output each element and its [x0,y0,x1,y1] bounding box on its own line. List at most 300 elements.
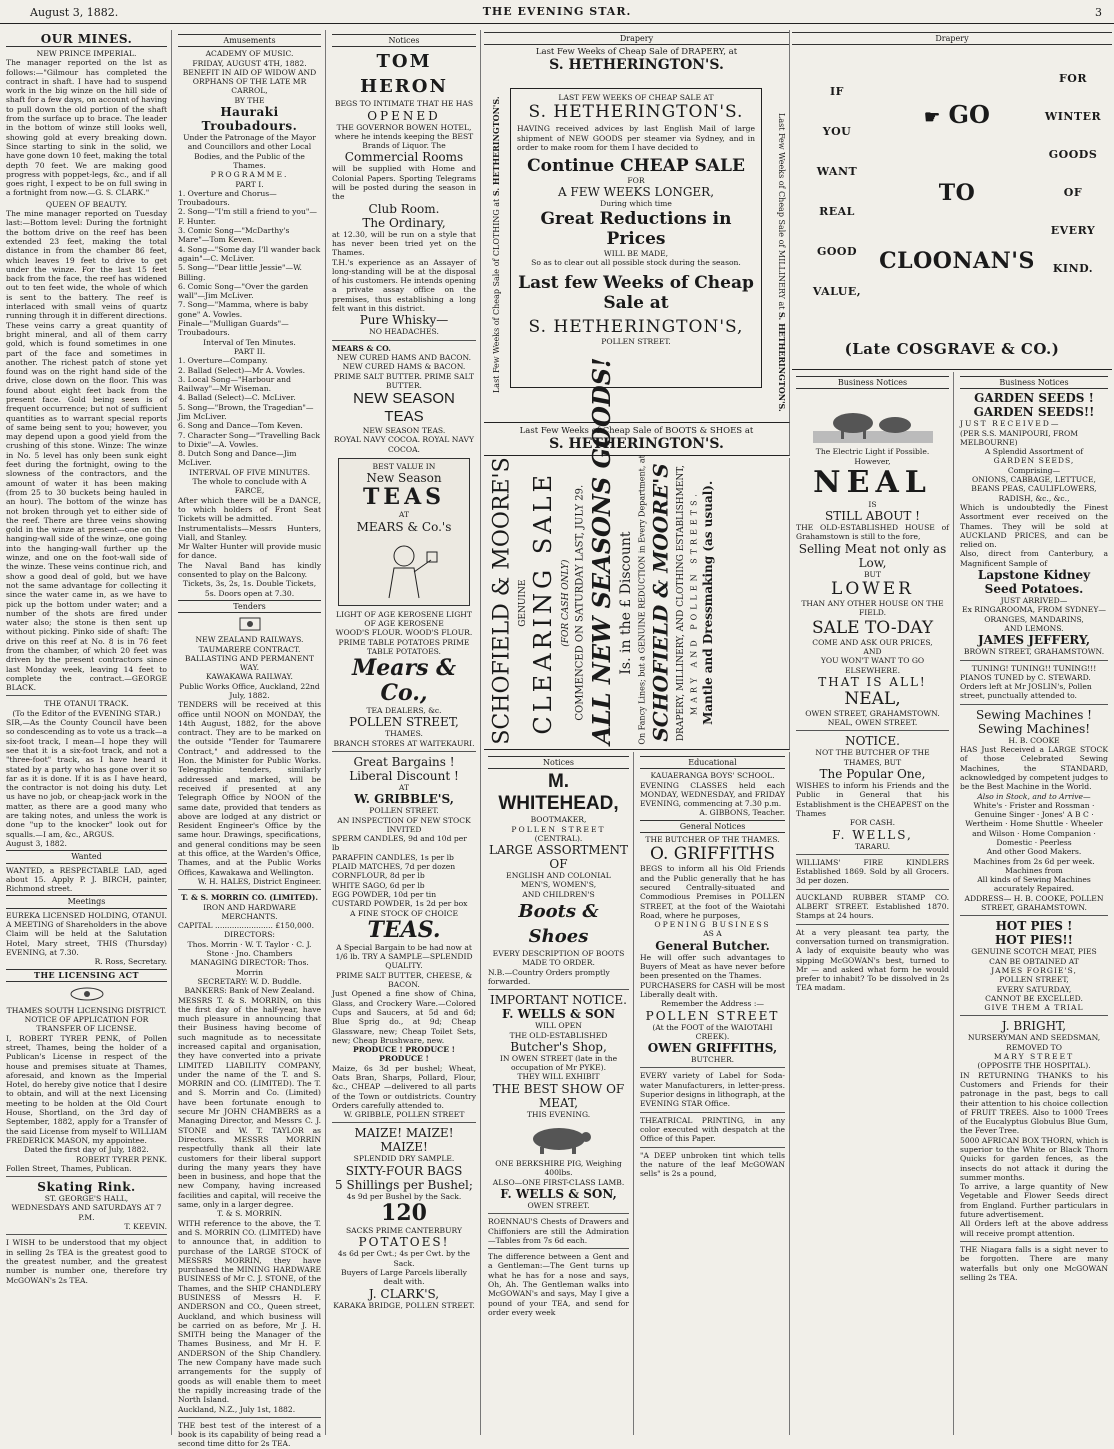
programme-item: 2. Ballad (Select)—Mr A. Vowles. [178,365,306,375]
tea-party-quip: At a very pleasant tea party, the conversation turned on transmigration. A lady of exquisite beauty who was sipping McGOWAN's best, turned to Mr — and asked what form he would prefer to inhabit? To be dissolved in 2s TEA madam. [796,927,949,993]
schofield-line [673,458,688,748]
cloonan-left-words [802,72,872,312]
drapery-name: S. HETHERINGTON'S. [549,57,724,73]
banner-line-3: TEAS [362,484,446,511]
column-amusements [174,30,326,1449]
programme-item: 8. Dutch Song and Dance—Jim McLiver. [178,449,297,468]
per-cwt: 4s 6d per Cwt.; 4s per Cwt. by the Sack. [337,1249,471,1268]
licensing-district: THAMES SOUTH LICENSING DISTRICT. [6,1005,167,1015]
notice-title: NOTICE. [845,734,900,749]
per-ship: (PER S.S. MANIPOURI, FROM MELBOURNE) [960,428,1079,447]
schofield-line [572,458,588,748]
programme-item: 5. Song—"Dear little Jessie"—W. Billing. [178,263,302,282]
section-tenders: Tenders [178,600,321,613]
otanui-sub: (To the Editor of the EVENING STAR.) [12,708,161,718]
schofield-line [700,458,718,748]
other-makers: And other Good Makers. [986,847,1082,857]
inner-12: S. HETHERINGTON'S, [528,317,744,338]
maize: MAIZE! MAIZE! MAIZE! [354,1126,454,1155]
mines-heading: OUR MINES. [6,32,167,47]
old-established: THE OLD-ESTABLISHED [509,1030,608,1040]
prince-imperial-report: The manager reported on the lst as follows:—"Gilmour has completed the contract in shaft. I have had to suspend work in the big winze on the hill side of shaft for a few days, on account of having to pull down the old portion of the shaft from the surface up to brace. The leader in the bottom of winze still looks well, showing gold at every breaking down. Since starting to sink in the solid, we have gone down 10 feet, making the total depth 70 feet. We are making good progress with poppet-legs, &c., and if all goes right, I expect to be on full swing in a fortnight from now.—G. S. CLARK." [6,58,167,198]
wells-owen-street: OWEN STREET. [527,1200,590,1210]
tender-notice: TENDERS will be received at this office until NOON on MONDAY, the 14th August, 1882, for the above contract. They are to be marked on the outside "Tender for Taumarere Contract," and addressed to the Hon. the Minister for Public Works. Telegraphic tenders, similarly addressed and marked, will be received if presented at any Telegraph Office by NOON of the same date, provided that tenders as above are lodged at any district or Resident Engineer's Office by the same hour. Drawings, specifications, and general conditions may be seen at this office, at the Warden's Office, Thames, and at the Public Works Offices, Kawakawa and Wellington. [178,700,321,877]
licensing-notice: I, ROBERT TYRER PENK, of Pollen street, Thames, being the holder of a Publican's License in respect of the house and premises situate at Thames, aforesaid, and known as the Imperial Hotel, do hereby give notice that I desire to obtain, and will at the next Licensing meeting to be holden at the Old Court House, Shortland, on the 3rd day of September, 1882, apply for a Transfer of the said License from myself to WILLIAM FREDERICK MASON, my appointee. [6,1033,167,1145]
returning-thanks: IN RETURNING THANKS to his Customers and Friends for their patronage in the past, begs to call their attention to his choice collection of FRUIT TREES. Also to 1000 Trees of the Eucalyptus Globulus Blue Gum, the Fever Tree. [960,1070,1108,1136]
also-in-stock: Also in Stock, and to Arrive— [977,791,1091,801]
schofield-line [648,458,674,748]
give-trial: GIVE THEM A TRIAL [984,1003,1084,1013]
finest: Which is undoubtedly the Finest Assortment ever received on the Thames. They will be sold at AUCKLAND PRICES, and can be relied on. [960,502,1108,550]
boots-line: Last Few Weeks of Cheap Sale of BOOTS & SHOES at [519,426,754,436]
boots-name: S. HETHERINGTON'S. [549,436,724,452]
skating-hall: ST. GEORGE'S HALL, [44,1194,129,1204]
produce-body: Maize, 6s 3d per bushel; Wheat, Oats Bran, Sharps, Pollard, Flour, &c., CHEAP —delivered to all parts of the Town or outdistricts. Country Orders carefully attended to. [332,1063,476,1110]
will-exhibit: THEY WILL EXHIBIT [517,1072,600,1082]
tararu: TARARU. [854,841,891,851]
schofield-line-text: On Fancy Lines; but a GENUINE REDUCTION in Every Department, at [637,455,647,745]
lamb: ALSO—ONE FIRST-CLASS LAMB. [492,1177,625,1187]
hetherington-inner-ad [510,88,762,388]
crockery-note: Just Opened a fine show of China, Glass, and Crockery Ware.—Colored Cups and Saucers, at 5d and 6d; Blue Sprig do., at 9d; Cheap Glassware, new; Cheap Toilet Sets, new; Cheap Brushware, new. [332,989,476,1045]
prince-imperial-title: NEW PRINCE IMPERIAL. [36,49,137,58]
per-sack: 4s 9d per Bushel by the Sack. [346,1191,462,1201]
teacher-sign: A. GIBBONS, Teacher. [699,808,785,818]
bright: J. BRIGHT, [1001,1019,1067,1034]
programme-part-two [178,356,321,468]
tea-quip-3: "A DEEP unbroken tint which tells the nature of the leaf McGOWAN sells" is 2s a pound, [640,1150,785,1179]
schofield-line [687,458,701,748]
new-season-teas-2: NEW SEASON TEAS. [362,426,446,436]
neal-big: NEAL [813,464,932,500]
label-ad: EVERY variety of Label for Soda-water Manufacturers, in letter-press. Superior designs in lithograph, at the EVENING STAR Office. [640,1071,785,1109]
potatoes: PRIME TABLE POTATOES PRIME TABLE POTATOES. [338,637,470,656]
section-business-b: Business Notices [960,376,1108,389]
schofield-line [529,458,559,748]
griffiths-advantages: He will offer such advantages to Buyers of Meat as have never before been presented on the Thames. [640,952,785,981]
masthead [0,0,1114,24]
word-winter: WINTER [1044,110,1102,123]
word-go: GO [948,100,990,129]
mary-street: MARY STREET [993,1052,1075,1062]
lemons: AND LEMONS. [1004,623,1064,633]
otanui-date: August 3, 1882. [6,838,67,848]
tuning: TUNING! TUNING!! TUNING!!! [971,663,1097,673]
cooke-address: ADDRESS— H. B. COOKE, POLLEN STREET, GRAHAMSTOWN. [964,893,1104,913]
still-about: STILL ABOUT ! [824,509,920,524]
begs: BEGS TO INTIMATE THAT HE HAS [334,99,474,109]
section-drapery: Drapery [484,32,789,45]
licensing-dated: Dated the first day of July, 1882. [24,1145,149,1155]
kawakawa-railway: KAWAKAWA RAILWAY. [206,672,293,682]
butcher-of-thames: THE BUTCHER OF THE THAMES. [645,835,780,845]
for-cash: FOR CASH. [849,818,896,828]
column-mines [2,30,172,1435]
than-any: THAN ANY OTHER HOUSE ON THE FIELD. [801,599,944,618]
eureka-sign: R. Ross, Secretary. [94,957,167,967]
part-two: PART II. [233,346,266,356]
f-wells: F. WELLS, [832,827,913,842]
interval-one: Interval of Ten Minutes. [203,337,296,347]
new-season-teas: NEW SEASON TEAS [353,390,455,426]
makers: White's · Frister and Rossman · Genuine Singer · Jones' A B C · Wertheim · Home Shuttle · Wheeler and Wilson · Home Companion · Domestic · Peerless [965,800,1103,847]
selling-meat: Selling Meat not only as Low, [798,541,947,570]
schofield-line-text: SCHOFIELD & MOORE'S [489,457,515,745]
gribble: W. GRIBBLE'S, [354,792,454,807]
and: AND [863,646,882,656]
director-names: Thos. Morrin · W. T. Taylor · C. J. Stone · Jno. Chambers [187,939,312,959]
stock-item: SPERM CANDLES, 9d and 10d per lb [332,834,467,853]
programme-item: Finale—"Mulligan Guards"—Troubadours. [178,319,289,338]
stock-item: EGG POWDER, 10d per tin [332,889,437,899]
shillings: 5 Shillings per Bushel; [335,1177,473,1192]
tea-banner [338,458,470,606]
hams-2: NEW CURED HAMS & BACON. [342,362,466,372]
by-the: BY THE [234,95,265,105]
hot-pies-2: HOT PIES!! [995,933,1073,948]
managing-director: MANAGING DIRECTOR: Thos. Morrin [190,958,309,977]
schofield-line-text: SCHOFIELD & MOORE'S [648,463,673,742]
troupe-name: Hauraki Troubadours. [201,105,298,134]
section-licensing: THE LICENSING ACT [6,969,167,982]
bootmaker: BOOTMAKER, [530,815,587,825]
theatrical-printing: THEATRICAL PRINTING, in any color executed with despatch at the Office of this Paper. [640,1115,785,1144]
schofield-line-text: Is. in the £ Discount [617,531,634,675]
fire-kindlers: WILLIAMS' FIRE KINDLERS Established 1869. Sold by all Grocers. 3d per dozen. [796,857,949,886]
band-note: The Naval Band has kindly consented to play on the Balcony. [178,560,321,580]
forgie-street: POLLEN STREET, [999,975,1069,985]
pig-icon [524,1123,594,1155]
hire: Machines from 2s 6d per week. Machines from [973,856,1095,875]
made-to-order: EVERY DESCRIPTION OF BOOTS MADE TO ORDER. [492,949,625,968]
berkshire-pig: ONE BERKSHIRE PIG, Weighing 400lbs. [495,1159,622,1178]
millinery-vertical-line: Last Few Weeks of Cheap Sale of MILLINERY at [777,113,786,310]
directors-label: DIRECTORS: [224,930,275,940]
banner-line-4: AT [398,510,410,520]
roennau-ad: ROENNAU'S Chests of Drawers and Chiffoniers are still the Admiration—Tables from 7s 6d each. [488,1217,629,1245]
nz-railways: NEW ZEALAND RAILWAYS. [195,635,304,645]
programme-item: 1. Overture—Company. [178,356,268,366]
column-business-b [956,372,1112,1435]
central: (CENTRAL). [534,833,583,843]
nurseryman: NURSERYMAN AND SEEDSMAN, [967,1033,1101,1043]
schofield-line-text: (FOR CASH ONLY) [560,559,571,647]
queen-beauty-report: The mine manager reported on Tuesday last:—Bottom level: During the fortnight the bottom drive on the reef has been extended 23 feet, making the total distance in from the chamber 86 feet, which leaves 19 feet to drive to get under the winze. For the last 15 feet back from the face, the reef has widened out to ten feet wide, the whole of which is sent to the battery. The reef is interlaced with small veins of quartz running through it in different directions. These veins carry a great quantity of bright mineral, and all of them carry gold, which is found sometimes in one part of the face and sometimes in another. The richest patch of stone yet found was on the right hand side of the drive, close down on the floor. This was found about eight feet back from the present face. Gold being seen is of frequent occurrence; but not of sufficient quantities as to warrant special reports of same being sent to you; however, you may depend upon a good yield from the crushing of this stone. Winze: The winze in No. 5 level has only been sunk eight feet during the fortnight, owing to the slowness of the contractors, and the amount of water it has been making (from 25 to 30 buckets being hauled in an hour). The bottom of the winze has not broken through yet to either side of the reef. There are three veins showing gold in the winze at present—one on the hanging-wall side of the winze, one going into the hanging-wall further up the winze, and one on the foot-wall side of the winze. These veins continue rich, and show a good deal of gold, but we have not the same advantage for collecting it since the water came in, as we have to pick up the bottom under water; and a number of the shots are fired under water also; the stone is then sent up without picking. Pinko side of shaft: The drive on this reef at No. 8 is in 76 feet from the chamber, of which 20 feet was driven by the present contractors since last Monday week, leaving 14 feet to complete the contract.—GEORGE BLACK. [6,209,167,693]
butter: PRIME SALT BUTTER. PRIME SALT BUTTER. [333,371,475,390]
banner-line-5: MEARS & Co.'s [356,519,452,534]
at-1: AT [398,782,410,792]
inner-7: During which time [600,199,672,209]
that-is-all: THAT IS ALL! [818,674,927,689]
general-butcher: General Butcher. [655,938,770,953]
section-drapery-2: Drapery [792,32,1112,45]
lower: LOWER [831,579,914,600]
morrin-announcement: MESSRS T. & S. MORRIN, on this the first day of the half-year, have much pleasure in announcing that their Business having become of such magnitude as to necessitate increased capital and organisation, they have converted into a private LIMITED LIABILITY COMPANY, under the name of the T. and S. MORRIN and CO. (LIMITED). The T. and S. Morrin and Co. (Limited) have been fortunate enough to secure Mr JOHN CHAMBERS as a Managing Director, and Messrs C. J. STONE and W. T. TAYLOR as Directors. MESSRS MORRIN respectfully thank all their late customers for their liberal support during the many years they have been in business, and hope that the new Company, having increased facilities and capital, will receive the same, only in a larger degree. [178,995,321,1210]
cloonan-right-words [1038,60,1108,288]
skating-title: Skating Rink. [37,1180,136,1195]
programme-item: 1. Overture and Chorus—Troubadours. [178,188,277,208]
column-notices [328,30,481,1435]
num-120: 120 [381,1200,427,1227]
griffiths-purchasers: PURCHASERS for CASH will be most Liberally dealt with. [640,980,785,999]
but: BUT [863,569,882,579]
large-assortment: LARGE ASSORTMENT OF [489,843,628,872]
potatoes-2: POTATOES! [358,1235,450,1250]
cooke: H. B. COOKE [1008,735,1060,745]
issue-date: August 3, 1882. [30,6,119,19]
neal-owen-street: OWEN STREET, GRAHAMSTOWN. [805,708,940,718]
instrumentalists: Instrumentalists—Messrs Hunters, Viall, and Stanley. [178,523,321,542]
tea-quip: I WISH to be understood that my object in selling 2s TEA is the greatest good to the greatest number, and the greatest number is number one, therefore try McGOWAN's 2s TEA. [6,1238,167,1285]
taumarere-contract: TAUMARERE CONTRACT. [198,644,301,654]
column-educational [636,752,790,1435]
garden-seeds-2: GARDEN SEEDS!! [973,405,1095,420]
just-received: JUST RECEIVED— [960,419,1061,429]
inner-10: So as to clear out all possible stock during the season. [531,258,741,268]
hot-pies: HOT PIES ! [995,919,1073,934]
whitehead-street: POLLEN STREET [511,824,606,834]
tea-drinker-illustration [359,538,449,598]
sewing-2: Sewing Machines! [977,721,1091,736]
schofield-line-text: DRAPERY, MILLINERY, AND CLOTHING ESTABLISHMENT, [675,464,686,741]
morrin-title: T. & S. MORRIN CO. (LIMITED). [181,893,318,903]
ticket-prices: Tickets, 3s, 2s, 1s. Double Tickets, 5s. Doors open at 7.30. [182,579,317,598]
whitehead: M. WHITEHEAD, [498,771,619,815]
morrin-company-date: Auckland, N.Z., July 1st, 1882. [178,1404,296,1414]
pointing-hand-icon: ☛ [924,107,941,128]
opened: OPENED [367,108,441,123]
section-business-a: Business Notices [796,376,949,389]
cannot-be-excelled: CANNOT BE EXCELLED. [985,993,1083,1003]
as-a: AS A [703,929,722,939]
stock-list [332,834,476,908]
concert-date: FRIDAY, AUGUST 4TH, 1882. [192,58,307,68]
tom-heron: TOM HERON [360,51,448,98]
word-kind: KIND. [1052,262,1094,275]
oranges: ORANGES, MANDARINS, [984,614,1084,624]
clothing-vertical-name: S. HETHERINGTON'S. [491,96,501,197]
section-wanted: Wanted [6,850,167,863]
stock-item: CORNFLOUR, 8d per lb [332,871,425,881]
schofield-line [587,357,617,748]
no-headaches: NO HEADACHES. [369,327,439,337]
column-notices-b [484,752,634,1435]
word-to: TO [938,180,976,206]
programme-item: 6. Comic Song—"Over the garden wall"—Jim McLiver. [178,281,309,301]
tender-sign: W. H. HALES, District Engineer. [197,876,321,886]
drapery-block [484,30,790,422]
boots-strip [484,422,790,456]
word-for: FOR [1058,72,1088,85]
tea-dealers: TEA DEALERS, &c. [366,706,442,716]
boots-shoes: Boots & Shoes [518,901,599,948]
bargain-note: A Special Bargain to be had now at 1/6 lb. TRY A SAMPLE—SPLENDID QUALITY. [335,942,473,971]
electric-light: The Electric Light if Possible. [815,447,930,457]
canterbury-also: Also, direct from Canterbury, a Magnificent Sample of [960,549,1108,568]
griffiths-street: POLLEN STREET [645,1008,780,1023]
word-good: GOOD [816,245,858,258]
inner-2: S. HETHERINGTON'S. [528,102,744,123]
box-thorn: 5000 AFRICAN BOX THORN, which is superior to the White or Black Thorn Quicks for garden fences, as the insects do not attack it during the summer months. [960,1135,1108,1182]
pianist-note: Mr Walter Hunter will provide music for dance. [178,542,321,561]
wont-want: YOU WON'T WANT TO GO ELSEWHERE. [820,656,925,675]
programme-item: 7. Song—"Mamma, where is baby gone" A. Vowles. [178,300,309,319]
gribble-2: W. GRIBBLE, POLLEN STREET [343,1110,465,1120]
mears-pollen: POLLEN STREET, [349,715,459,730]
rubber-stamp: AUCKLAND RUBBER STAMP CO. ALBERT STREET. Established 1870. Stamps at 24 hours. [796,892,949,921]
mears-thames: THAMES. [385,729,423,739]
ballasting: BALLASTING AND PERMANENT WAY. [184,653,315,673]
section-notices-b: Notices [488,756,629,769]
late-cosgrave: (Late COSGRAVE & CO.) [844,340,1060,358]
schofield-line [558,458,573,748]
eureka-notice: A MEETING of Shareholders in the above Claim will be held at the Salutation Hotel, Mary street, THIS (Thursday) EVENING, at 7.30. [6,920,168,957]
schofield-line [515,458,530,748]
branch-stores: BRANCH STORES AT WAITEKAURI. [333,738,475,748]
schofield-line-text: GENUINE [517,579,528,627]
programme-item: 4. Song—"Some day I'll wander back again"—C. McLiver. [178,244,321,263]
programme-item: 5. Song—"Brown, the Tragedian"—Jim McLiver. [178,402,314,421]
sale-today: SALE TO-DAY [811,617,934,638]
sewing: Sewing Machines ! [975,707,1092,722]
every-saturday: EVERY SATURDAY, [996,984,1072,994]
schofield-line-text: MARY AND POLLEN STREETS. [689,490,699,716]
forgie: JAMES FORGIE'S, [991,965,1077,975]
country-orders: N.B.—Country Orders promptly forwarded. [488,967,610,986]
inner-8: Great Reductions in Prices [540,208,732,249]
programme-title: PROGRAMME. [210,170,289,180]
club-room: Club Room. [368,201,440,216]
ordinary: The Ordinary, [362,215,446,230]
hams: NEW CURED HAMS AND BACON. [336,352,472,362]
morrin-sign: T. & S. MORRIN. [217,1209,282,1219]
inner-1: LAST FEW WEEKS OF CHEAP SALE AT [558,93,714,102]
orders-left: All Orders left at the above address will receive prompt attention. [960,1219,1108,1238]
come-ask: COME AND ASK OUR PRICES, [812,637,933,647]
inner-3: HAVING received advices by last English Mail of large shipment of NEW GOODS per steamer via Sydney, and in order to make room for them I have decided to [517,124,755,152]
inner-4: Continue CHEAP SALE [527,156,745,177]
page-number: 3 [1095,6,1102,19]
evening-classes: EVENING CLASSES held each MONDAY, WEDNESDAY, and FRIDAY EVENING, commencing at 7.30 p.m. [640,780,785,809]
word-if: IF [830,85,844,98]
owen-griffiths: OWEN GRIFFITHS, [647,1041,778,1056]
stock-item: WHITE SAGO, 6d per lb [332,880,425,890]
section-general-notices: General Notices [640,820,785,833]
buyers: Buyers of Large Parcels liberally dealt with. [341,1267,467,1287]
morrin-sub: IRON AND HARDWARE MERCHANTS. [203,902,296,921]
seed-list: ONIONS, CABBAGE, LETTUCE, BEANS PEAS, CAULIFLOWERS, RADISH, &c., &c., [971,475,1097,503]
commercial-body: will be supplied with Home and Colonial Papers. Sporting Telegrams will be posted during the season in the [332,164,476,202]
comprising: Comprising— [1007,465,1061,475]
section-amusements: Amusements [178,34,321,47]
programme-item: 2. Song—"I'm still a friend to you"—F. Hunter. [178,207,317,226]
just-arrived: JUST ARRIVED— [1000,596,1068,606]
queen-beauty-title: QUEEN OF BEAUTY. [45,199,128,209]
benefit-line: BENEFIT IN AID OF WIDOW AND ORPHANS OF THE LATE MR CARROL, [182,67,317,96]
school-name: KAUAERANGA BOYS' SCHOOL. [650,771,775,781]
is: IS [868,499,877,509]
stock-item: PARAFFIN CANDLES, 1s per lb [332,852,454,862]
word-every: EVERY [1050,224,1096,237]
to-arrive: To arrive, a large quantity of New Vegetable and Flower Seeds direct from England. Further particulars in future advertisement. [960,1182,1108,1220]
interval-two: INTERVAL OF FIVE MINUTES. [189,467,310,477]
cocoa: ROYAL NAVY COCOA. ROYAL NAVY COCOA. [334,435,474,454]
pianos-tuned: PIANOS TUNED by C. STEWARD. [960,672,1091,682]
millinery-vertical-name: S. HETHERINGTON'S. [777,312,787,412]
canterbury: SACKS PRIME CANTERBURY [345,1226,463,1236]
garden-seeds: GARDEN SEEDS ! [974,391,1094,406]
opening-business: OPENING BUSINESS [654,920,771,930]
important-notice: IMPORTANT NOTICE. [490,993,627,1008]
assayer-note: T.H.'s experience as an Assayer of long-standing will be at the disposal of his customers. He intends opening a private assay office on the premises, thus establishing a long felt want in this district. [332,257,476,314]
word-real: REAL [819,205,855,218]
inner-11: Last few Weeks of Cheap Sale at [518,273,754,314]
hotel: THE GOVERNOR BOWEN HOTEL, [336,122,472,132]
stock-item: CUSTARD POWDER, 1s 2d per box [332,899,468,909]
wishes: WISHES to inform his Friends and the Public in General that his Establishment is the CHEAPEST on the Thames [796,781,949,818]
ordinary-body: at 12.30, will be run on a style that has never been tried yet on the Thames. [332,229,476,258]
programme-part-one [178,189,321,338]
commercial-rooms: Commercial Rooms [344,150,464,165]
this-evening: THIS EVENING. [526,1109,591,1119]
not-the-butcher: NOT THE BUTCHER OF THE THAMES, BUT [815,748,930,767]
neal-3: NEAL, OWEN STREET. [827,718,918,728]
eureka-title: EUREKA LICENSED HOLDING, OTANUI. [6,910,167,920]
scotch-meat: GENUINE SCOTCH MEAT, PIES [971,947,1097,957]
word-of: OF [1063,186,1083,199]
section-educational: Educational [640,756,785,769]
prime-butter: PRIME SALT BUTTER, CHEESE, & BACON. [335,970,473,990]
flour: WOOD'S FLOUR. WOOD'S FLOUR. [335,628,473,638]
lapstone: Lapstone Kidney Seed Potatoes. [977,568,1091,597]
morrin-capital: CAPITAL ........................ £150,000. [178,921,314,931]
cattle-illustration [813,393,933,443]
teas-script: TEAS. [367,916,441,943]
keep: where he intends keeping the BEST Brands of Liquor. The [334,131,474,151]
griffiths-begs: BEGS to inform all his Old Friends and the Public generally that he has secured Centrally-situated and Commodious Premises in POLLEN STREET, at the foot of the Waiotahi Road, where he purposes, [640,864,785,920]
dance-note: After which there will be a DANCE, to which holders of Front Seat Tickets will be admitted. [178,495,321,524]
tea-quip-2: THE best test of the interest of a book is its capability of being read a second time ditto for 2s TEA. [178,1420,321,1449]
cloonans-name: CLOONAN'S [879,248,1035,274]
academy-title: ACADEMY OF MUSIC. [205,49,294,59]
stock-item: PLAID MATCHES, 7d per dozen [332,862,456,872]
programme-item: 3. Comic Song—"McDarthy's Mare"—Tom Keven. [178,226,290,245]
licensing-notice-title: NOTICE OF APPLICATION FOR TRANSFER OF LICENSE. [24,1015,149,1034]
however: However, [854,456,891,466]
old-established: THE OLD-ESTABLISHED HOUSE of Grahamstown is still to the fore, [796,523,949,542]
pure-whisky: Pure Whisky— [359,313,449,328]
banner-line-2: New Season [366,471,442,486]
brown-street: BROWN STREET, GRAHAMSTOWN. [963,647,1105,657]
schofield-line [616,458,636,748]
clark: J. CLARK'S, [368,1286,440,1301]
waiotahi-creek: (At the FOOT of the WAIOTAHI CREEK). [652,1022,773,1041]
removed-to: REMOVED TO [1006,1042,1062,1052]
clothing-vertical-line: Last Few Weeks of Cheap Sale of CLOTHING at [492,198,501,393]
coat-of-arms-icon [67,986,107,1002]
programme-item: 6. Song and Dance—Tom Keven. [178,421,303,431]
licensing-sign: ROBERT TYRER PENK. [76,1154,167,1164]
section-meetings: Meetings [6,895,167,908]
sixty-four: SIXTY-FOUR BAGS [345,1163,463,1178]
remember-address: Remember the Address :— [660,999,765,1009]
butchers-shop: Butcher's Shop, [510,1039,607,1054]
schofield-line-text: Mantle and Dressmaking (as usual). [701,480,716,725]
word-goods: GOODS [1048,148,1098,161]
word-value: VALUE, [812,285,862,298]
griffiths: O. GRIFFITHS [650,844,775,865]
butcher-label: BUTCHER. [690,1055,735,1065]
